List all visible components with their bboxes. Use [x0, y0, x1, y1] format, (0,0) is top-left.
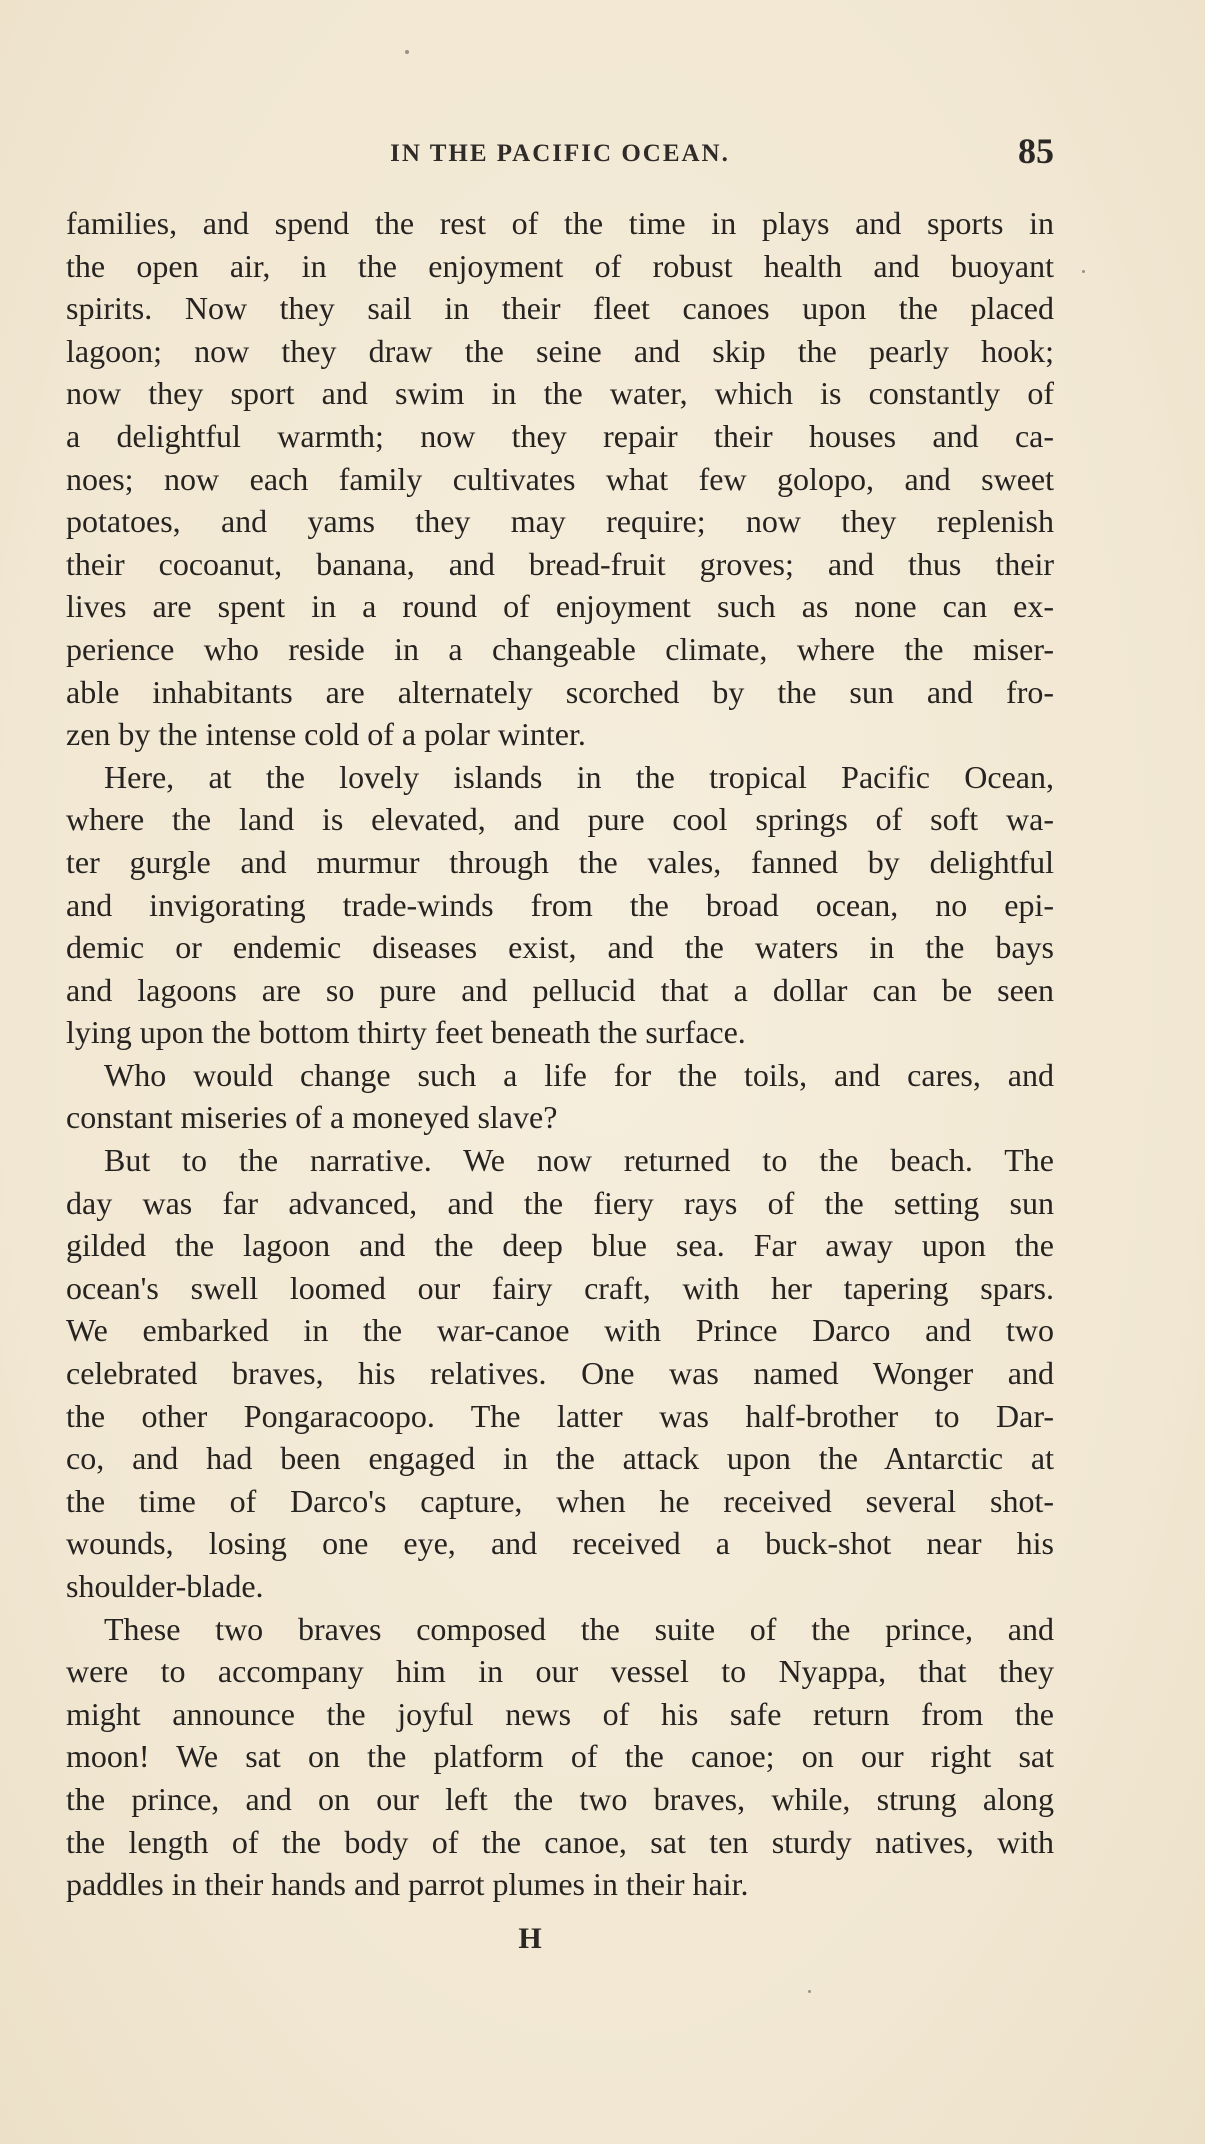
- text-line: celebrated braves, his relatives. One was named Wonger and: [66, 1355, 1054, 1392]
- text-line: a delightful warmth; now they repair their houses and ca-: [66, 417, 1054, 454]
- text-line: perience who reside in a changeable climate, where the miser-: [66, 630, 1054, 667]
- text-line: were to accompany him in our vessel to Nyappa, that they: [66, 1653, 1054, 1690]
- text-line: the length of the body of the canoe, sat ten sturdy natives, with: [66, 1823, 1054, 1860]
- text-line: might announce the joyful news of his safe return from the: [66, 1695, 1054, 1732]
- text-line: and invigorating trade-winds from the broad ocean, no epi-: [66, 886, 1054, 923]
- text-line: their cocoanut, banana, and bread-fruit groves; and thus their: [66, 545, 1054, 582]
- paper-speck: [405, 50, 409, 54]
- running-title: IN THE PACIFIC OCEAN.: [390, 140, 730, 167]
- text-line: lives are spent in a round of enjoyment such as none can ex-: [66, 588, 1054, 625]
- text-line: zen by the intense cold of a polar winter.: [66, 716, 586, 753]
- text-line: the open air, in the enjoyment of robust health and buoyant: [66, 247, 1054, 284]
- text-line: the other Pongaracoopo. The latter was half-brother to Dar-: [66, 1397, 1054, 1434]
- text-line: ter gurgle and murmur through the vales, fanned by delightful: [66, 843, 1054, 880]
- text-line: shoulder-blade.: [66, 1568, 264, 1604]
- text-line: families, and spend the rest of the time in plays and sports in: [66, 205, 1054, 241]
- text-line: where the land is elevated, and pure cool springs of soft wa-: [66, 801, 1054, 838]
- text-line: Who would change such a life for the toils, and cares, and: [104, 1056, 1054, 1093]
- paper-speck: [808, 1990, 811, 1993]
- text-line: spirits. Now they sail in their fleet canoes upon the placed: [66, 290, 1054, 327]
- text-line: moon! We sat on the platform of the canoe; on our right sat: [66, 1738, 1054, 1775]
- text-line: the time of Darco's capture, when he received several shot-: [66, 1482, 1054, 1519]
- body-text: [66, 202, 1054, 1906]
- text-line: wounds, losing one eye, and received a buck-shot near his: [66, 1525, 1054, 1562]
- text-line: noes; now each family cultivates what few golopo, and sweet: [66, 460, 1054, 497]
- paragraph: [66, 1054, 1054, 1139]
- text-line: and lagoons are so pure and pellucid that a dollar can be seen: [66, 971, 1054, 1008]
- paragraph: [66, 1139, 1054, 1608]
- text-line: lying upon the bottom thirty feet beneath the surface.: [66, 1014, 746, 1051]
- text-line: Here, at the lovely islands in the tropical Pacific Ocean,: [104, 758, 1054, 795]
- text-line: able inhabitants are alternately scorched by the sun and fro-: [66, 673, 1054, 710]
- text-line: We embarked in the war-canoe with Prince Darco and two: [66, 1312, 1054, 1349]
- text-line: gilded the lagoon and the deep blue sea. Far away upon the: [66, 1227, 1054, 1264]
- signature-mark: H: [518, 1922, 542, 1955]
- text-line: day was far advanced, and the fiery rays of the setting sun: [66, 1184, 1054, 1221]
- paragraph: [66, 756, 1054, 1054]
- text-line: co, and had been engaged in the attack upon the Antarctic at: [66, 1440, 1054, 1477]
- paper-speck: [1082, 270, 1085, 273]
- paragraph: [66, 1608, 1054, 1906]
- page-header: [66, 130, 1054, 180]
- paragraph: [66, 202, 1054, 756]
- text-line: potatoes, and yams they may require; now they replenish: [66, 503, 1054, 540]
- text-line: constant miseries of a moneyed slave?: [66, 1099, 558, 1136]
- text-line: the prince, and on our left the two braves, while, strung along: [66, 1780, 1054, 1817]
- text-line: But to the narrative. We now returned to the beach. The: [104, 1142, 1054, 1179]
- text-line: paddles in their hands and parrot plumes in their hair.: [66, 1866, 749, 1903]
- text-line: ocean's swell loomed our fairy craft, with her tapering spars.: [66, 1269, 1054, 1306]
- text-line: demic or endemic diseases exist, and the waters in the bays: [66, 929, 1054, 966]
- page-number: 85: [1018, 131, 1054, 171]
- text-line: These two braves composed the suite of the prince, and: [104, 1610, 1054, 1647]
- text-line: now they sport and swim in the water, which is constantly of: [66, 375, 1054, 412]
- text-line: lagoon; now they draw the seine and skip the pearly hook;: [66, 332, 1054, 369]
